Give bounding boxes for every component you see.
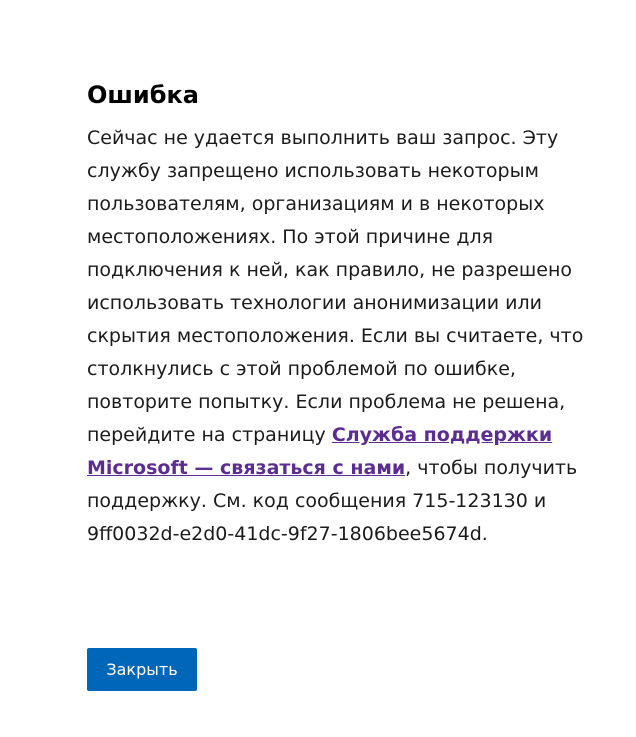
message-text-after-link: , чтобы получить поддержку. См. код сообщения 715-123130 и 9ff0032d-e2d0-41dc-9f27-1806bee5674d. — [87, 457, 578, 545]
dialog-title: Ошибка — [87, 81, 199, 109]
support-contact-link[interactable]: Служба поддержки Microsoft — связаться с нами — [87, 424, 553, 479]
error-dialog — [87, 78, 587, 551]
error-message — [87, 122, 587, 551]
close-button[interactable]: Закрыть — [87, 648, 197, 691]
message-text-before-link: Сейчас не удается выполнить ваш запрос. Эту службу запрещено использовать некоторым пользователям, организациям и в некоторых местоположениях. По этой причине для подключения к ней, как правило, не разрешено использовать технологии анонимизации или скрытия местоположения. Если вы считаете, что столкнулись с этой проблемой по ошибке, повторите попытку. Если проблема не решена, перейдите на страницу — [87, 127, 584, 446]
